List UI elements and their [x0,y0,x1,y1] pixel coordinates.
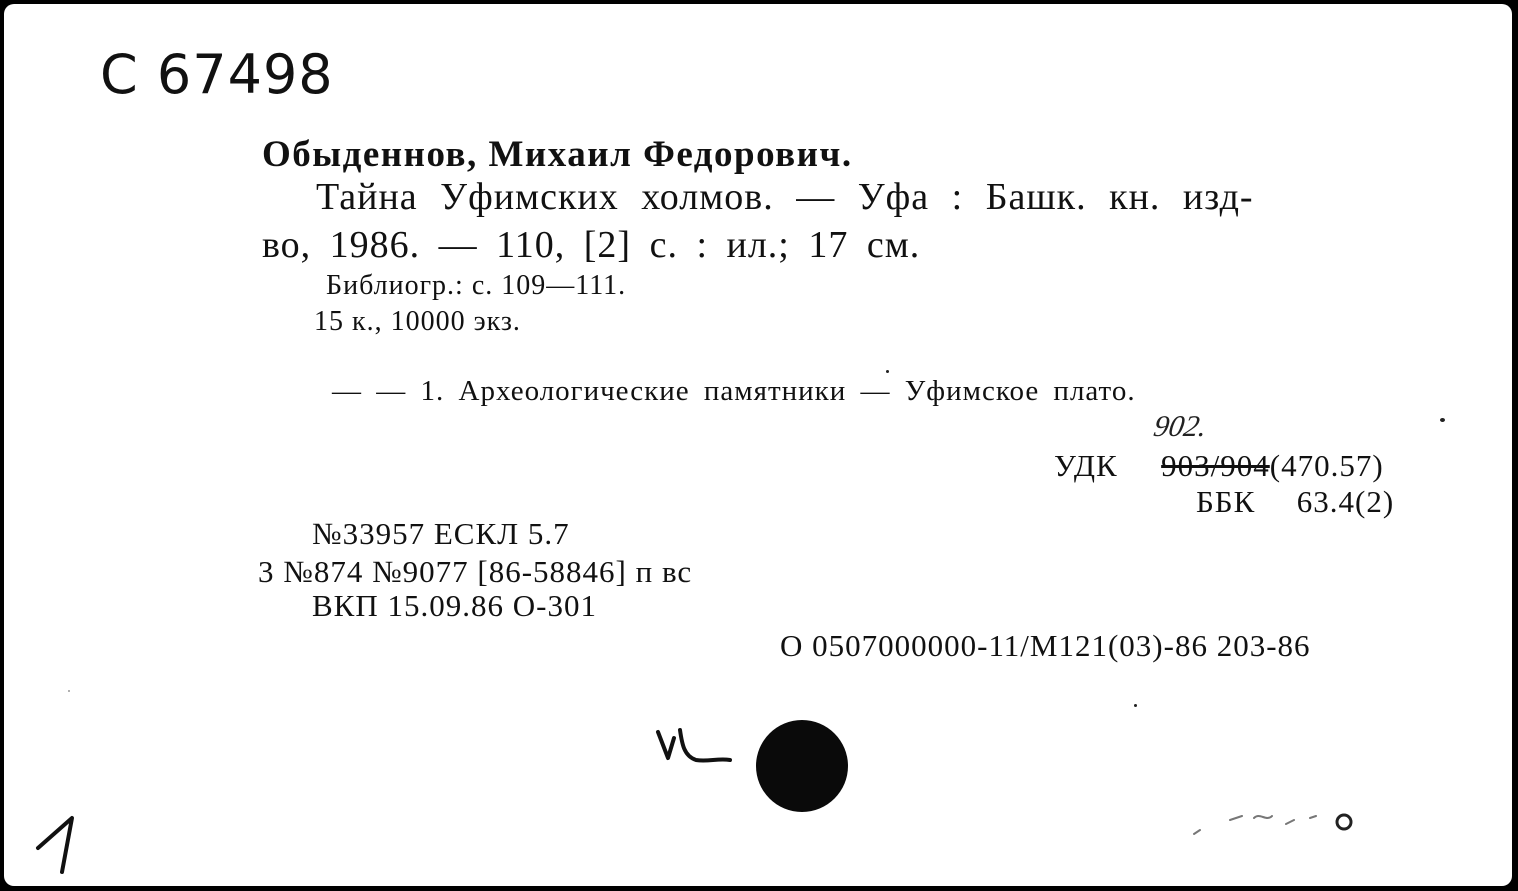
title-line-1: Тайна Уфимских холмов. — Уфа : Башк. кн. изд- [316,176,1254,218]
publication-code: О 0507000000-11/М121(03)-86 203-86 [780,628,1311,663]
bbk-classification [1196,486,1394,517]
dust-speck [1134,704,1137,707]
service-line-3: ВКП 15.09.86 О-301 [312,588,597,623]
udk-struck-value: 903/904 [1161,448,1270,483]
dust-speck [886,370,889,373]
service-line-2: 3 №874 №9077 [86-58846] п вс [258,554,693,589]
bibliography-note: Библиогр.: с. 109—111. [326,270,627,301]
handwritten-number-icon [32,814,92,878]
catalog-card [4,4,1512,886]
author-heading: Обыденнов, Михаил Федорович. [262,134,853,175]
punch-hole-dot-icon [756,720,848,812]
handwritten-udk: 902. [1151,410,1210,443]
dust-speck [68,690,70,692]
stray-marks-icon [1190,804,1370,844]
service-line-1: №33957 ЕСКЛ 5.7 [312,516,570,551]
dust-speck [1440,418,1445,422]
subject-heading: — — 1. Археологические памятники — Уфимское плато. [332,375,1136,407]
bbk-value: 63.4(2) [1296,484,1395,519]
udk-label: УДК [1054,448,1118,483]
title-line-2: во, 1986. — 110, [2] с. : ил.; 17 см. [262,224,921,266]
udk-value: (470.57) [1269,448,1384,483]
price-note: 15 к., 10000 экз. [314,306,521,337]
udk-classification [1054,450,1384,481]
bbk-label: ББК [1196,484,1256,519]
handwritten-mark-icon [652,724,736,772]
call-number: С 67498 [100,43,334,106]
